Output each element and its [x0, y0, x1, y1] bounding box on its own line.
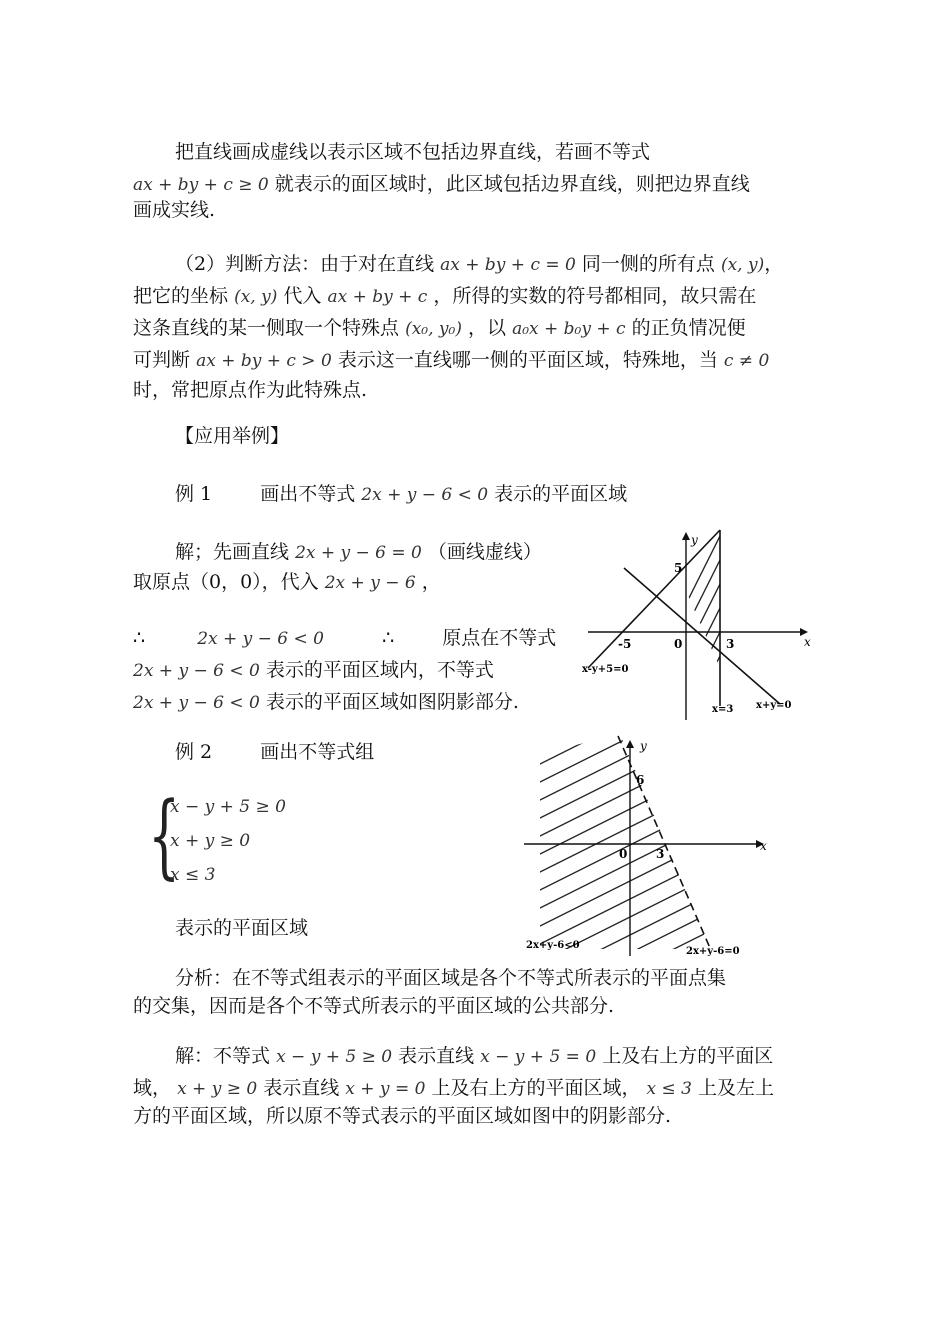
text: 取原点（0，0），代入 [133, 571, 319, 593]
label: 3 [726, 637, 735, 651]
formula: 2x + y − 6 < 0 [133, 693, 260, 713]
text: 域， [133, 1077, 172, 1099]
formula: 2x + y − 6 < 0 [133, 661, 260, 681]
line-x+y-0 [624, 568, 780, 704]
formula: 2x + y − 6 [324, 573, 416, 593]
analysis-line1: 分析：在不等式组表示的平面区域是各个不等式所表示的平面点集 [175, 967, 727, 989]
text: 表示的平面区域如图阴影部分. [265, 691, 519, 713]
ex1-sol5 [133, 690, 519, 715]
p2-line1 [175, 252, 783, 277]
text: 上及右上方的平面区域， [431, 1077, 641, 1099]
p2-line3 [133, 316, 746, 341]
text: 上及左上 [698, 1077, 775, 1099]
formula: x ≤ 3 [646, 1079, 692, 1099]
p1-line2 [133, 172, 750, 197]
ex1-title [175, 482, 627, 507]
therefore-symbol: ∴ [382, 627, 395, 649]
text: 表示直线 [398, 1045, 475, 1067]
formula: (x₀, y₀) [405, 319, 462, 339]
formula: 2x + y − 6 < 0 [361, 485, 489, 505]
text: （画线虚线） [427, 541, 542, 563]
formula: ax + by + c [327, 287, 428, 307]
ex2-title [175, 740, 374, 764]
ex1-sol2 [133, 570, 441, 595]
sys-line3 [170, 862, 215, 887]
hatch-region [600, 528, 808, 728]
formula: ax + by + c = 0 [440, 255, 576, 275]
text: 画出不等式组 [260, 741, 375, 763]
formula: 2x + y − 6 < 0 [197, 629, 324, 649]
therefore-symbol: ∴ [133, 627, 146, 649]
text: 原点在不等式 [442, 627, 557, 649]
figure-1 [580, 528, 820, 728]
p1-line1: 把直线画成虚线以表示区域不包括边界直线，若画不等式 [175, 141, 651, 163]
formula: x + y ≥ 0 [170, 831, 251, 851]
text: 把它的坐标 [133, 285, 229, 307]
analysis-line2: 的交集，因而是各个不等式所表示的平面区域的公共部分. [133, 995, 615, 1017]
p1-line3: 画成实线. [133, 199, 216, 221]
label: -5 [618, 637, 632, 651]
sol2-line2 [133, 1076, 774, 1101]
ex2-text2: 表示的平面区域 [175, 917, 309, 939]
label: x+y=0 [756, 700, 792, 711]
text: 上及右上方的平面区 [602, 1045, 774, 1067]
formula: a₀x + b₀y + c [512, 319, 626, 339]
label: 2x+y-6=0 [686, 946, 740, 957]
formula: x − y + 5 ≥ 0 [276, 1047, 393, 1067]
formula: c ≠ 0 [723, 351, 770, 371]
label: x=3 [712, 704, 734, 715]
label: 0 [619, 847, 628, 861]
formula: x − y + 5 ≥ 0 [170, 797, 286, 817]
formula: 2x + y − 6 = 0 [295, 543, 422, 563]
section-heading: 【应用举例】 [175, 425, 290, 447]
text: 代入 [283, 285, 322, 307]
formula: x + y ≥ 0 [177, 1079, 258, 1099]
text: 表示的平面区域内，不等式 [265, 659, 494, 681]
text: 画出不等式 [260, 483, 356, 505]
label: 3 [656, 847, 665, 861]
text: 表示这一直线哪一侧的平面区域，特殊地，当 [337, 349, 718, 371]
label: 0 [674, 637, 683, 651]
formula: x − y + 5 = 0 [480, 1047, 597, 1067]
label: 5 [674, 561, 683, 575]
text: ，所得的实数的符号都相同，故只需在 [433, 285, 757, 307]
ex2-label: 例 2 [175, 741, 213, 763]
figure-2 [520, 734, 780, 964]
text: 表示直线 [263, 1077, 340, 1099]
formula: (x, y) [234, 287, 278, 307]
sys-line1 [170, 794, 286, 819]
sys-line2 [170, 828, 250, 853]
ex1-sol4 [133, 658, 494, 683]
p2-line5: 时，常把原点作为此特殊点. [133, 379, 368, 401]
text: 就表示的面区域时，此区域包括边界直线，则把边界直线 [274, 173, 750, 195]
formula: x + y = 0 [345, 1079, 426, 1099]
text: 这条直线的某一侧取一个特殊点 [133, 317, 400, 339]
sol2-line3: 方的平面区域，所以原不等式表示的平面区域如图中的阴影部分. [133, 1105, 672, 1127]
text: 的正负情况便 [631, 317, 746, 339]
p2-line4 [133, 348, 769, 373]
ex1-label: 例 1 [175, 483, 213, 505]
text: ， [764, 253, 784, 275]
label: 6 [636, 773, 645, 787]
text: （2）判断方法：由于对在直线 [175, 253, 435, 275]
formula: (x, y) [720, 255, 765, 275]
text: 同一侧的所有点 [581, 253, 715, 275]
label: 2x+y-6<0 [526, 940, 580, 951]
formula: x ≤ 3 [170, 865, 216, 885]
text: 解；先画直线 [175, 541, 290, 563]
text: ， [421, 571, 441, 593]
formula: ax + by + c > 0 [196, 351, 332, 371]
label: x-y+5=0 [582, 664, 629, 675]
label: y [640, 739, 647, 753]
text: 解：不等式 [175, 1045, 271, 1067]
label: x [760, 839, 767, 853]
ex1-sol1 [175, 540, 542, 565]
system-brace: { [148, 782, 181, 889]
label: y [691, 533, 698, 547]
ex1-sol3 [133, 626, 556, 651]
formula: ax + by + c ≥ 0 [133, 175, 269, 195]
text: 表示的平面区域 [494, 483, 628, 505]
p2-line2 [133, 284, 756, 309]
sol2-line1 [175, 1044, 773, 1069]
text: ，以 [468, 317, 507, 339]
label: x [804, 635, 811, 649]
text: 可判断 [133, 349, 191, 371]
